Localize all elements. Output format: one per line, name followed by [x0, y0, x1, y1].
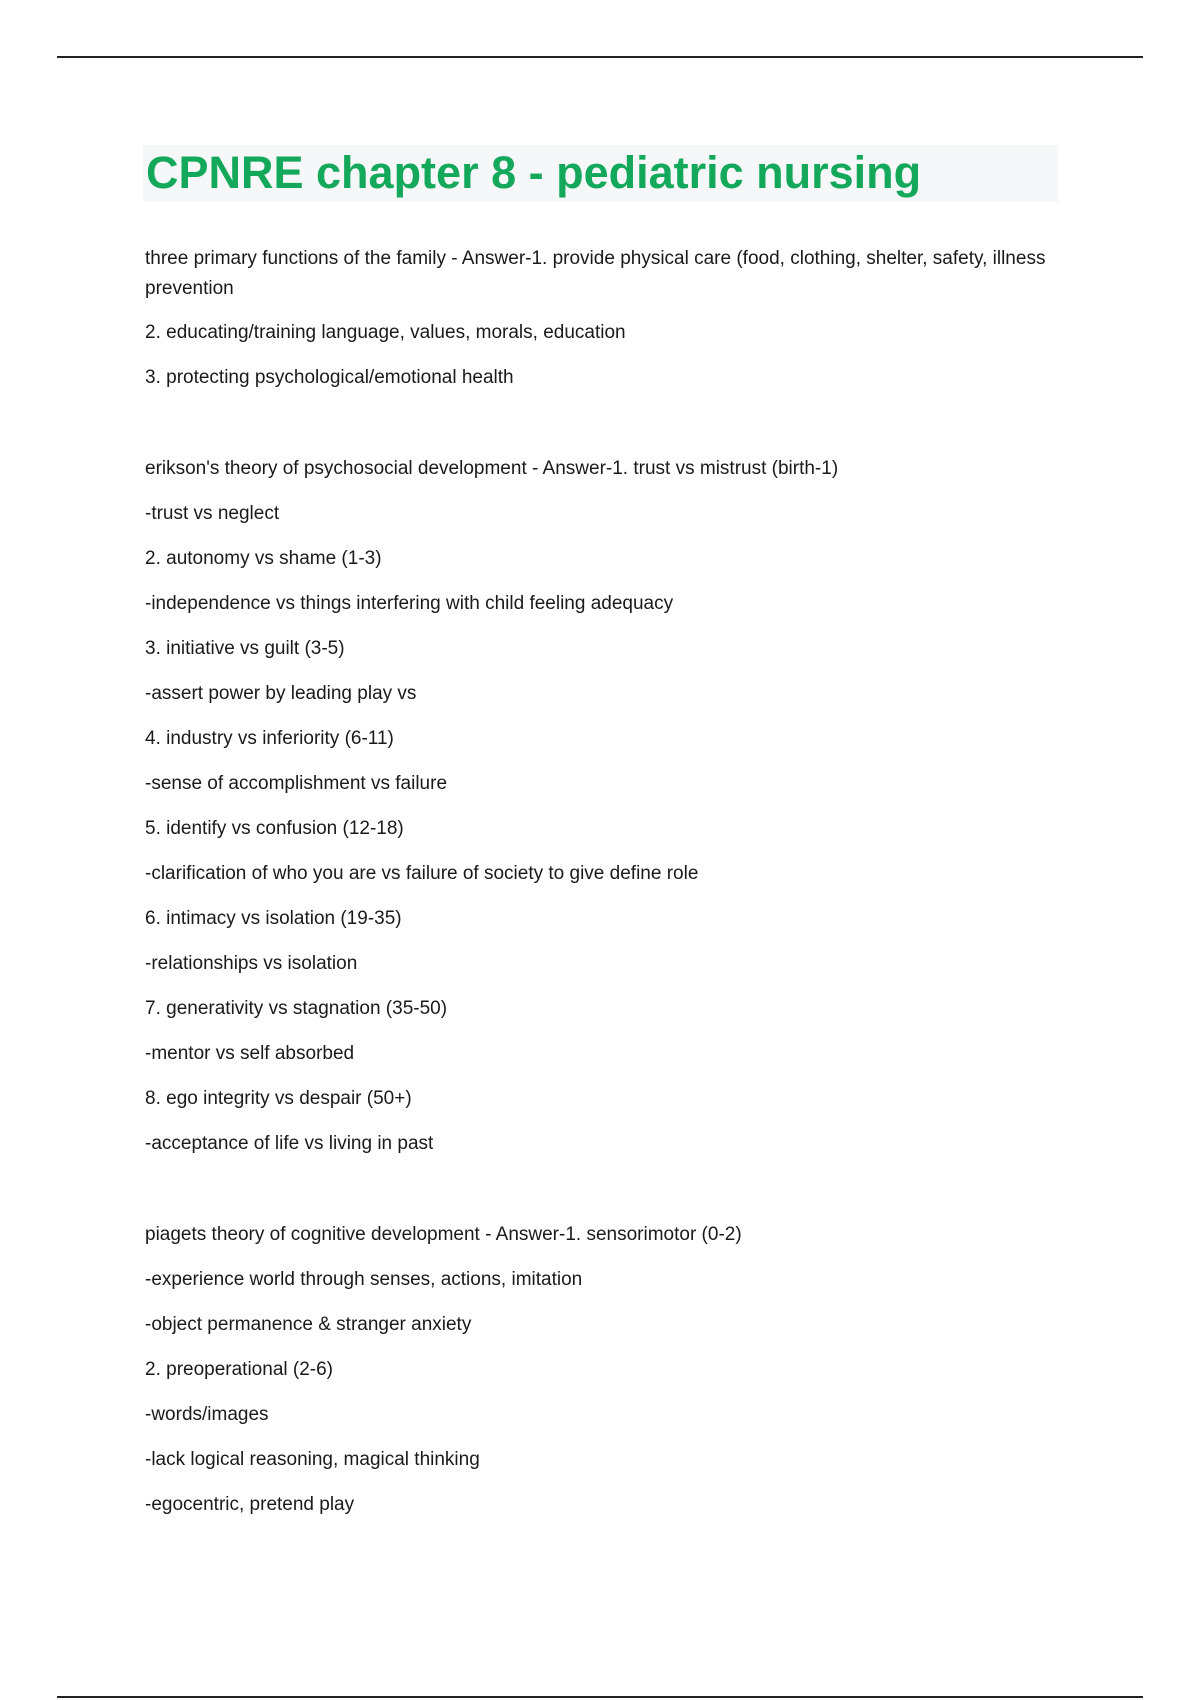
- answer-line: 6. intimacy vs isolation (19-35): [145, 908, 402, 929]
- answer-line: -independence vs things interfering with child feeling adequacy: [145, 593, 674, 614]
- answer-line: 2. educating/training language, values, morals, education: [145, 322, 626, 343]
- answer-line: -assert power by leading play vs: [145, 683, 417, 704]
- answer-line: -words/images: [145, 1404, 269, 1425]
- section-family-functions: [145, 244, 1065, 393]
- answer-line: 2. autonomy vs shame (1-3): [145, 548, 382, 569]
- document-title: CPNRE chapter 8 - pediatric nursing: [146, 147, 922, 198]
- answer-line: 8. ego integrity vs despair (50+): [145, 1088, 412, 1109]
- bottom-rule: [57, 1696, 1143, 1698]
- answer-line: 3. protecting psychological/emotional health: [145, 367, 514, 388]
- answer-line: -clarification of who you are vs failure of society to give define role: [145, 863, 699, 884]
- answer-line: 7. generativity vs stagnation (35-50): [145, 998, 448, 1019]
- answer-line: -acceptance of life vs living in past: [145, 1133, 434, 1154]
- answer-line: 3. initiative vs guilt (3-5): [145, 638, 345, 659]
- answer-line: 4. industry vs inferiority (6-11): [145, 728, 394, 749]
- document-body: [145, 244, 1065, 1535]
- question-family-functions: three primary functions of the family - Answer-1. provide physical care (food, clothing, shelter, safety, illness prevention: [145, 248, 1046, 299]
- answer-line: -relationships vs isolation: [145, 953, 358, 974]
- answer-line: -sense of accomplishment vs failure: [145, 773, 448, 794]
- answer-line: -egocentric, pretend play: [145, 1494, 355, 1515]
- answer-line: -lack logical reasoning, magical thinking: [145, 1449, 480, 1470]
- answer-line: -experience world through senses, actions, imitation: [145, 1269, 583, 1290]
- section-erikson: [145, 454, 1065, 1159]
- section-piaget: [145, 1220, 1065, 1520]
- question-erikson: erikson's theory of psychosocial development - Answer-1. trust vs mistrust (birth-1): [145, 458, 839, 479]
- answer-line: -object permanence & stranger anxiety: [145, 1314, 472, 1335]
- section-spacer: [145, 1174, 1065, 1220]
- question-piaget: piagets theory of cognitive development - Answer-1. sensorimotor (0-2): [145, 1224, 742, 1245]
- top-rule: [57, 56, 1143, 58]
- answer-line: 5. identify vs confusion (12-18): [145, 818, 404, 839]
- answer-line: -mentor vs self absorbed: [145, 1043, 355, 1064]
- answer-line: -trust vs neglect: [145, 503, 280, 524]
- answer-line: 2. preoperational (2-6): [145, 1359, 333, 1380]
- section-spacer: [145, 408, 1065, 454]
